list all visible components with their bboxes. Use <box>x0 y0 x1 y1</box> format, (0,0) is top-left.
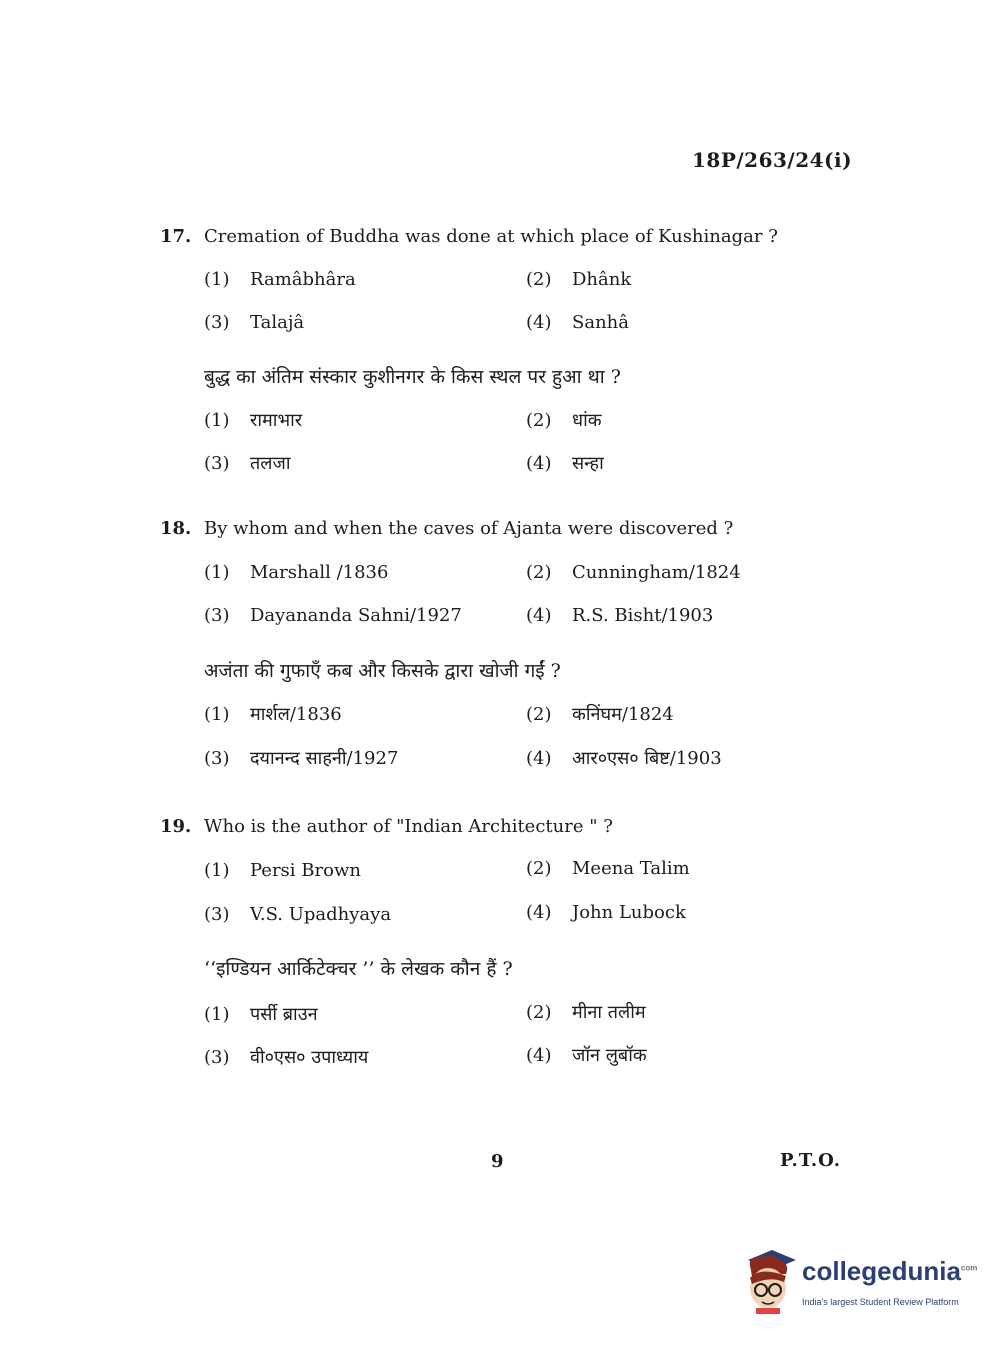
option-number: (3) <box>204 605 230 626</box>
option-text: कनिंघम/1824 <box>572 704 674 725</box>
option-number: (2) <box>526 269 552 290</box>
option-text: Cunningham/1824 <box>572 562 741 583</box>
option-number: (2) <box>526 858 552 879</box>
question-number: 18. <box>160 518 192 539</box>
option-number: (2) <box>526 562 552 583</box>
question-text-en: By whom and when the caves of Ajanta were discovered ? <box>204 518 734 539</box>
question-text-en: Cremation of Buddha was done at which place of Kushinagar ? <box>204 226 778 247</box>
option-hi <box>526 746 722 770</box>
option-number: (3) <box>204 748 230 769</box>
option-hi <box>526 408 602 432</box>
option-text: मार्शल/1836 <box>250 704 342 725</box>
option-text: सन्हा <box>572 453 604 474</box>
option-text: Persi Brown <box>250 860 361 881</box>
option-hi <box>526 1000 646 1024</box>
option-hi <box>204 1045 368 1069</box>
option-number: (2) <box>526 410 552 431</box>
paper-code: 18P/263/24(i) <box>692 148 853 172</box>
option-text: R.S. Bisht/1903 <box>572 605 714 626</box>
option-text: Marshall /1836 <box>250 562 389 583</box>
question-18 <box>160 518 733 539</box>
question-17 <box>160 226 778 247</box>
option-text: Dhânk <box>572 269 632 290</box>
option-number: (4) <box>526 748 552 769</box>
option-number: (1) <box>204 1004 230 1025</box>
collegedunia-logo <box>740 1248 980 1318</box>
option-en <box>204 904 391 925</box>
option-en <box>204 605 462 626</box>
option-hi <box>526 451 604 475</box>
option-en <box>526 902 686 923</box>
option-hi <box>204 702 342 726</box>
question-number: 17. <box>160 226 192 247</box>
option-number: (1) <box>204 269 230 290</box>
option-text: आर०एस० बिष्ट/1903 <box>572 748 722 769</box>
logo-tm: com <box>960 1263 978 1273</box>
option-text: Sanhâ <box>572 312 629 333</box>
option-en <box>526 269 631 290</box>
option-number: (2) <box>526 1002 552 1023</box>
option-text: John Lubock <box>572 902 686 923</box>
option-en <box>204 312 304 333</box>
question-19 <box>160 816 613 837</box>
option-number: (2) <box>526 704 552 725</box>
option-text: रामाभार <box>250 410 303 431</box>
option-number: (4) <box>526 902 552 923</box>
option-text: Ramâbhâra <box>250 269 356 290</box>
option-en <box>526 562 741 583</box>
option-number: (3) <box>204 1047 230 1068</box>
option-hi <box>204 408 302 432</box>
option-en <box>526 858 690 879</box>
question-number: 19. <box>160 816 192 837</box>
logo-tagline: India's largest Student Review Platform <box>802 1297 959 1307</box>
option-number: (4) <box>526 605 552 626</box>
option-text: धांक <box>572 410 602 431</box>
option-text: मीना तलीम <box>572 1002 646 1023</box>
option-text: वी०एस० उपाध्याय <box>250 1047 369 1068</box>
option-en <box>526 312 629 333</box>
option-hi <box>204 746 398 770</box>
option-number: (1) <box>204 860 230 881</box>
pto-label: P.T.O. <box>780 1150 842 1171</box>
option-hi <box>526 702 674 726</box>
option-en <box>204 860 361 881</box>
option-en <box>204 562 388 583</box>
logo-wordmark <box>802 1256 977 1287</box>
option-hi <box>526 1043 647 1067</box>
option-text: जॉन लुबॉक <box>572 1045 647 1066</box>
option-en <box>204 269 356 290</box>
option-text: Talajâ <box>250 312 305 333</box>
option-number: (4) <box>526 1045 552 1066</box>
question-text-hi: अजंता की गुफाएँ कब और किसके द्वारा खोजी गईं ? <box>204 660 561 682</box>
question-text-hi: बुद्ध का अंतिम संस्कार कुशीनगर के किस स्थल पर हुआ था ? <box>204 366 621 388</box>
option-text: Dayananda Sahni/1927 <box>250 605 462 626</box>
option-text: पर्सी ब्राउन <box>250 1004 318 1025</box>
mascot-icon <box>740 1248 798 1314</box>
option-text: Meena Talim <box>572 858 690 879</box>
option-en <box>526 605 713 626</box>
option-text: दयानन्द साहनी/1927 <box>250 748 399 769</box>
option-number: (1) <box>204 410 230 431</box>
option-number: (1) <box>204 562 230 583</box>
question-text-en: Who is the author of "Indian Architecture " ? <box>204 816 613 837</box>
option-text: V.S. Upadhyaya <box>250 904 392 925</box>
option-number: (4) <box>526 312 552 333</box>
option-text: तलजा <box>250 453 291 474</box>
option-hi <box>204 1002 318 1026</box>
option-number: (3) <box>204 312 230 333</box>
option-number: (3) <box>204 453 230 474</box>
question-text-hi: ‘‘इण्डियन आर्किटेक्चर ’’ के लेखक कौन हैं ? <box>204 958 513 980</box>
page-number: 9 <box>491 1151 504 1172</box>
logo-name: collegedunia <box>802 1256 961 1286</box>
option-hi <box>204 451 290 475</box>
option-number: (4) <box>526 453 552 474</box>
option-number: (1) <box>204 704 230 725</box>
option-number: (3) <box>204 904 230 925</box>
